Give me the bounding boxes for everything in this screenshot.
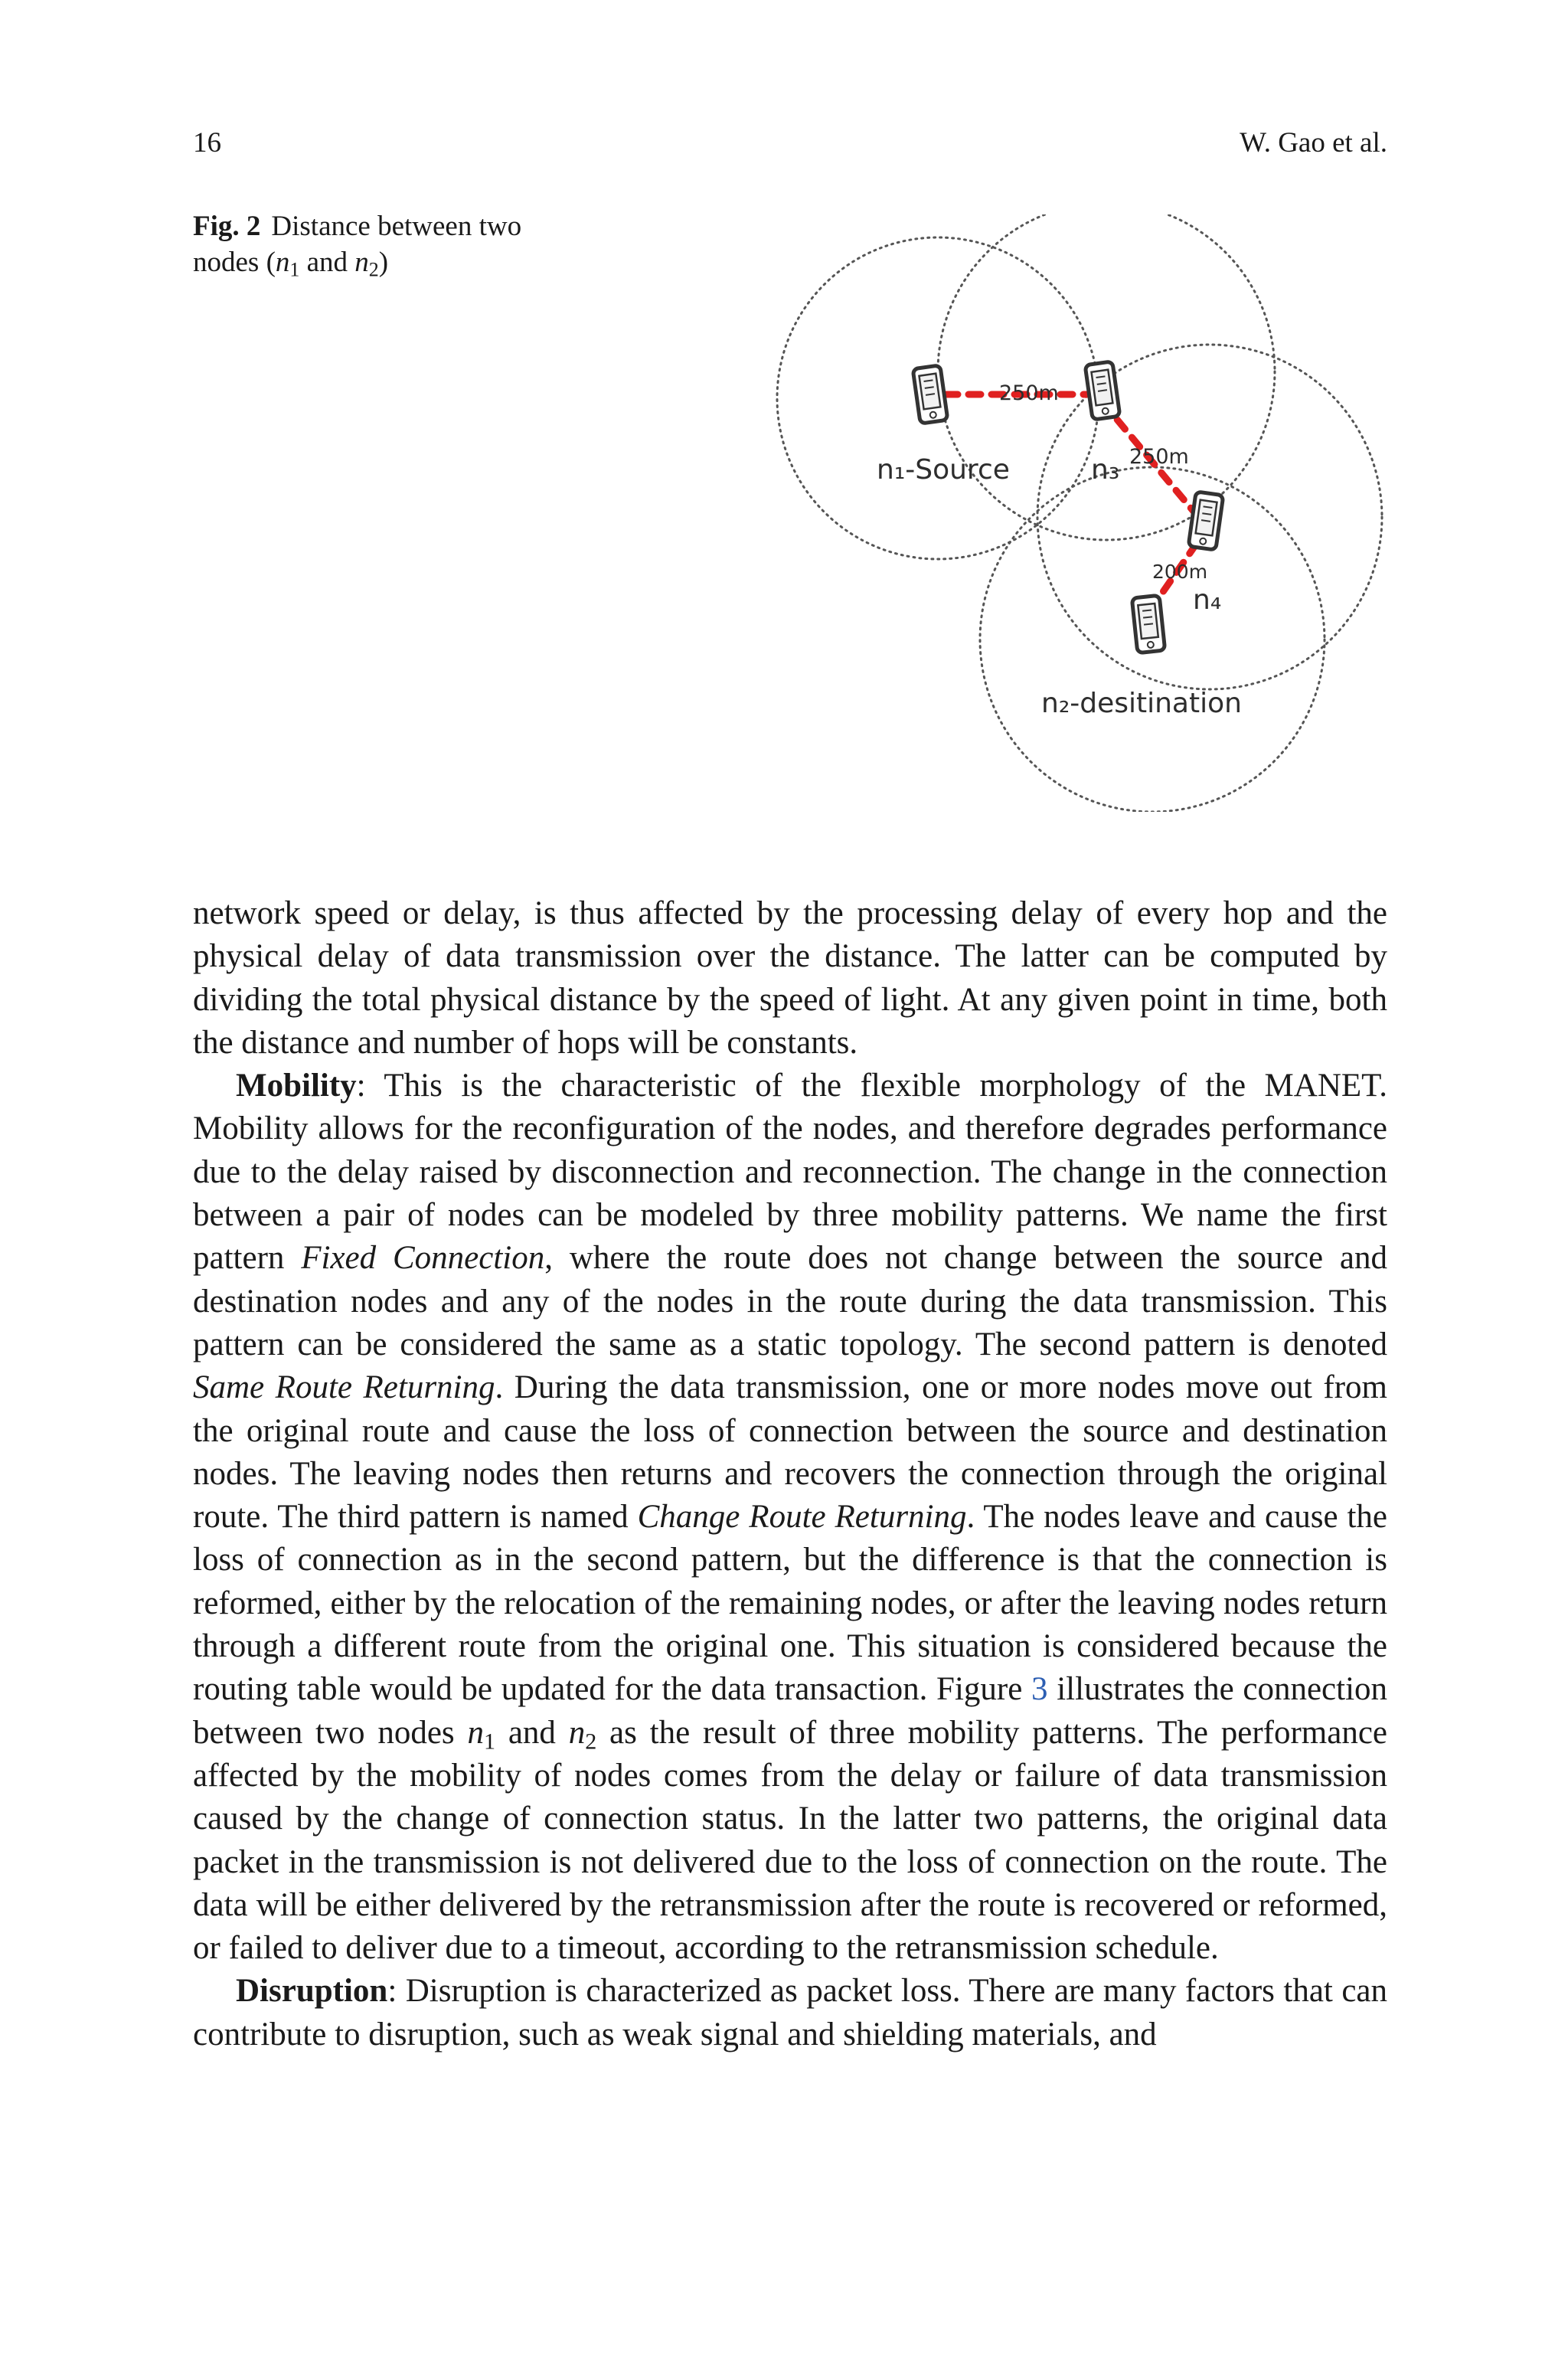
running-head-authors: W. Gao et al.	[1240, 127, 1387, 159]
running-head	[193, 124, 1387, 162]
distance-label-1: 250m	[999, 381, 1059, 405]
page-number: 16	[193, 127, 221, 159]
mobility-text-d: . The nodes leave and cause the loss of connection as in the second pattern, but the difference is that the connection is reformed, either by the relocation of the remaining nodes, or after the leaving nodes return through a different route from the original one. This situation is considered because the routing table would be updated for the data transaction. Figure	[193, 1499, 1387, 1708]
device-destination-icon	[1132, 595, 1165, 653]
paragraph-mobility	[193, 1065, 1387, 1970]
caption-sub-2: 2	[368, 258, 379, 281]
figure-caption	[193, 208, 530, 280]
figure-3-link[interactable]: 3	[1031, 1671, 1048, 1708]
device-n4-icon	[1188, 492, 1223, 550]
caption-text-pre: Distance between two nodes (	[193, 211, 522, 278]
caption-var-n2: n	[354, 247, 369, 278]
node-label-n4: n₄	[1193, 584, 1222, 616]
network-diagram	[766, 214, 1401, 812]
var-n2-sub: 2	[585, 1728, 597, 1755]
figure-label: Fig. 2	[193, 211, 261, 242]
device-n3-icon	[1085, 361, 1120, 420]
disruption-text: : Disruption is characterized as packet loss. There are many factors that can contribute to disruption, such as weak signal and shielding materials, and	[193, 1973, 1387, 2053]
node-label-source: n₁-Source	[877, 454, 1010, 486]
term-mobility: Mobility	[236, 1068, 357, 1104]
mobility-text-b: , where the route does not change between the source and destination nodes and any of the nodes in the route during the data transmission. This pattern can be considered the same as a static topology. The second pattern is denoted	[193, 1240, 1387, 1362]
distance-label-3: 200m	[1152, 561, 1208, 583]
node-label-destination: n₂-desitination	[1041, 688, 1242, 719]
caption-var-n1: n	[275, 247, 290, 278]
mobility-text-f: as the result of three mobility patterns. The performance affected by the mobility of nodes comes from the delay or failure of data transmission caused by the change of connection status. In the latter two patterns, the original data packet in the transmission is not delivered due to the loss of connection on the route. The data will be either delivered by the retransmission after the route is recovered or reformed, or failed to deliver due to a timeout, according to the retransmission schedule.	[193, 1714, 1387, 1967]
mobility-text-a: : This is the characteristic of the flexible morphology of the MANET. Mobility allows for the reconfiguration of the nodes, and therefore degrades performance due to the delay raised by disconnection and reconnection. The change in the connection between a pair of nodes can be modeled by three mobility patterns. We name the first pattern	[193, 1068, 1387, 1277]
device-source-icon	[913, 365, 948, 424]
paragraph-delay: network speed or delay, is thus affected by the processing delay of every hop and the physical delay of data transmission over the distance. The latter can be computed by dividing the total physical distance by the speed of light. At any given point in time, both the distance and number of hops will be constants.	[193, 895, 1387, 1061]
var-n2: n	[568, 1714, 586, 1751]
mobility-text-and: and	[495, 1714, 569, 1751]
caption-and: and	[299, 247, 355, 278]
distance-label-2: 250m	[1129, 445, 1189, 469]
term-fixed-connection: Fixed Connection	[301, 1240, 545, 1277]
term-same-route-returning: Same Route Returning	[193, 1369, 495, 1406]
var-n1: n	[467, 1714, 484, 1751]
node-label-n3: n₃	[1091, 454, 1120, 486]
mobility-text-c: . During the data transmission, one or more nodes move out from the original route and cause the loss of connection between the source and destination nodes. The leaving nodes then returns and recovers the connection through the original route. The third pattern is named	[193, 1369, 1387, 1536]
var-n1-sub: 1	[483, 1728, 496, 1755]
network-diagram-svg	[766, 214, 1401, 812]
mobility-text-e: illustrates the connection between two nodes	[193, 1671, 1388, 1751]
caption-text-post: )	[378, 247, 389, 278]
paragraph-disruption	[193, 1970, 1387, 2056]
term-disruption: Disruption	[236, 1973, 388, 2010]
caption-sub-1: 1	[289, 258, 300, 281]
body-text	[193, 892, 1387, 2056]
term-change-route-returning: Change Route Returning	[637, 1499, 967, 1536]
